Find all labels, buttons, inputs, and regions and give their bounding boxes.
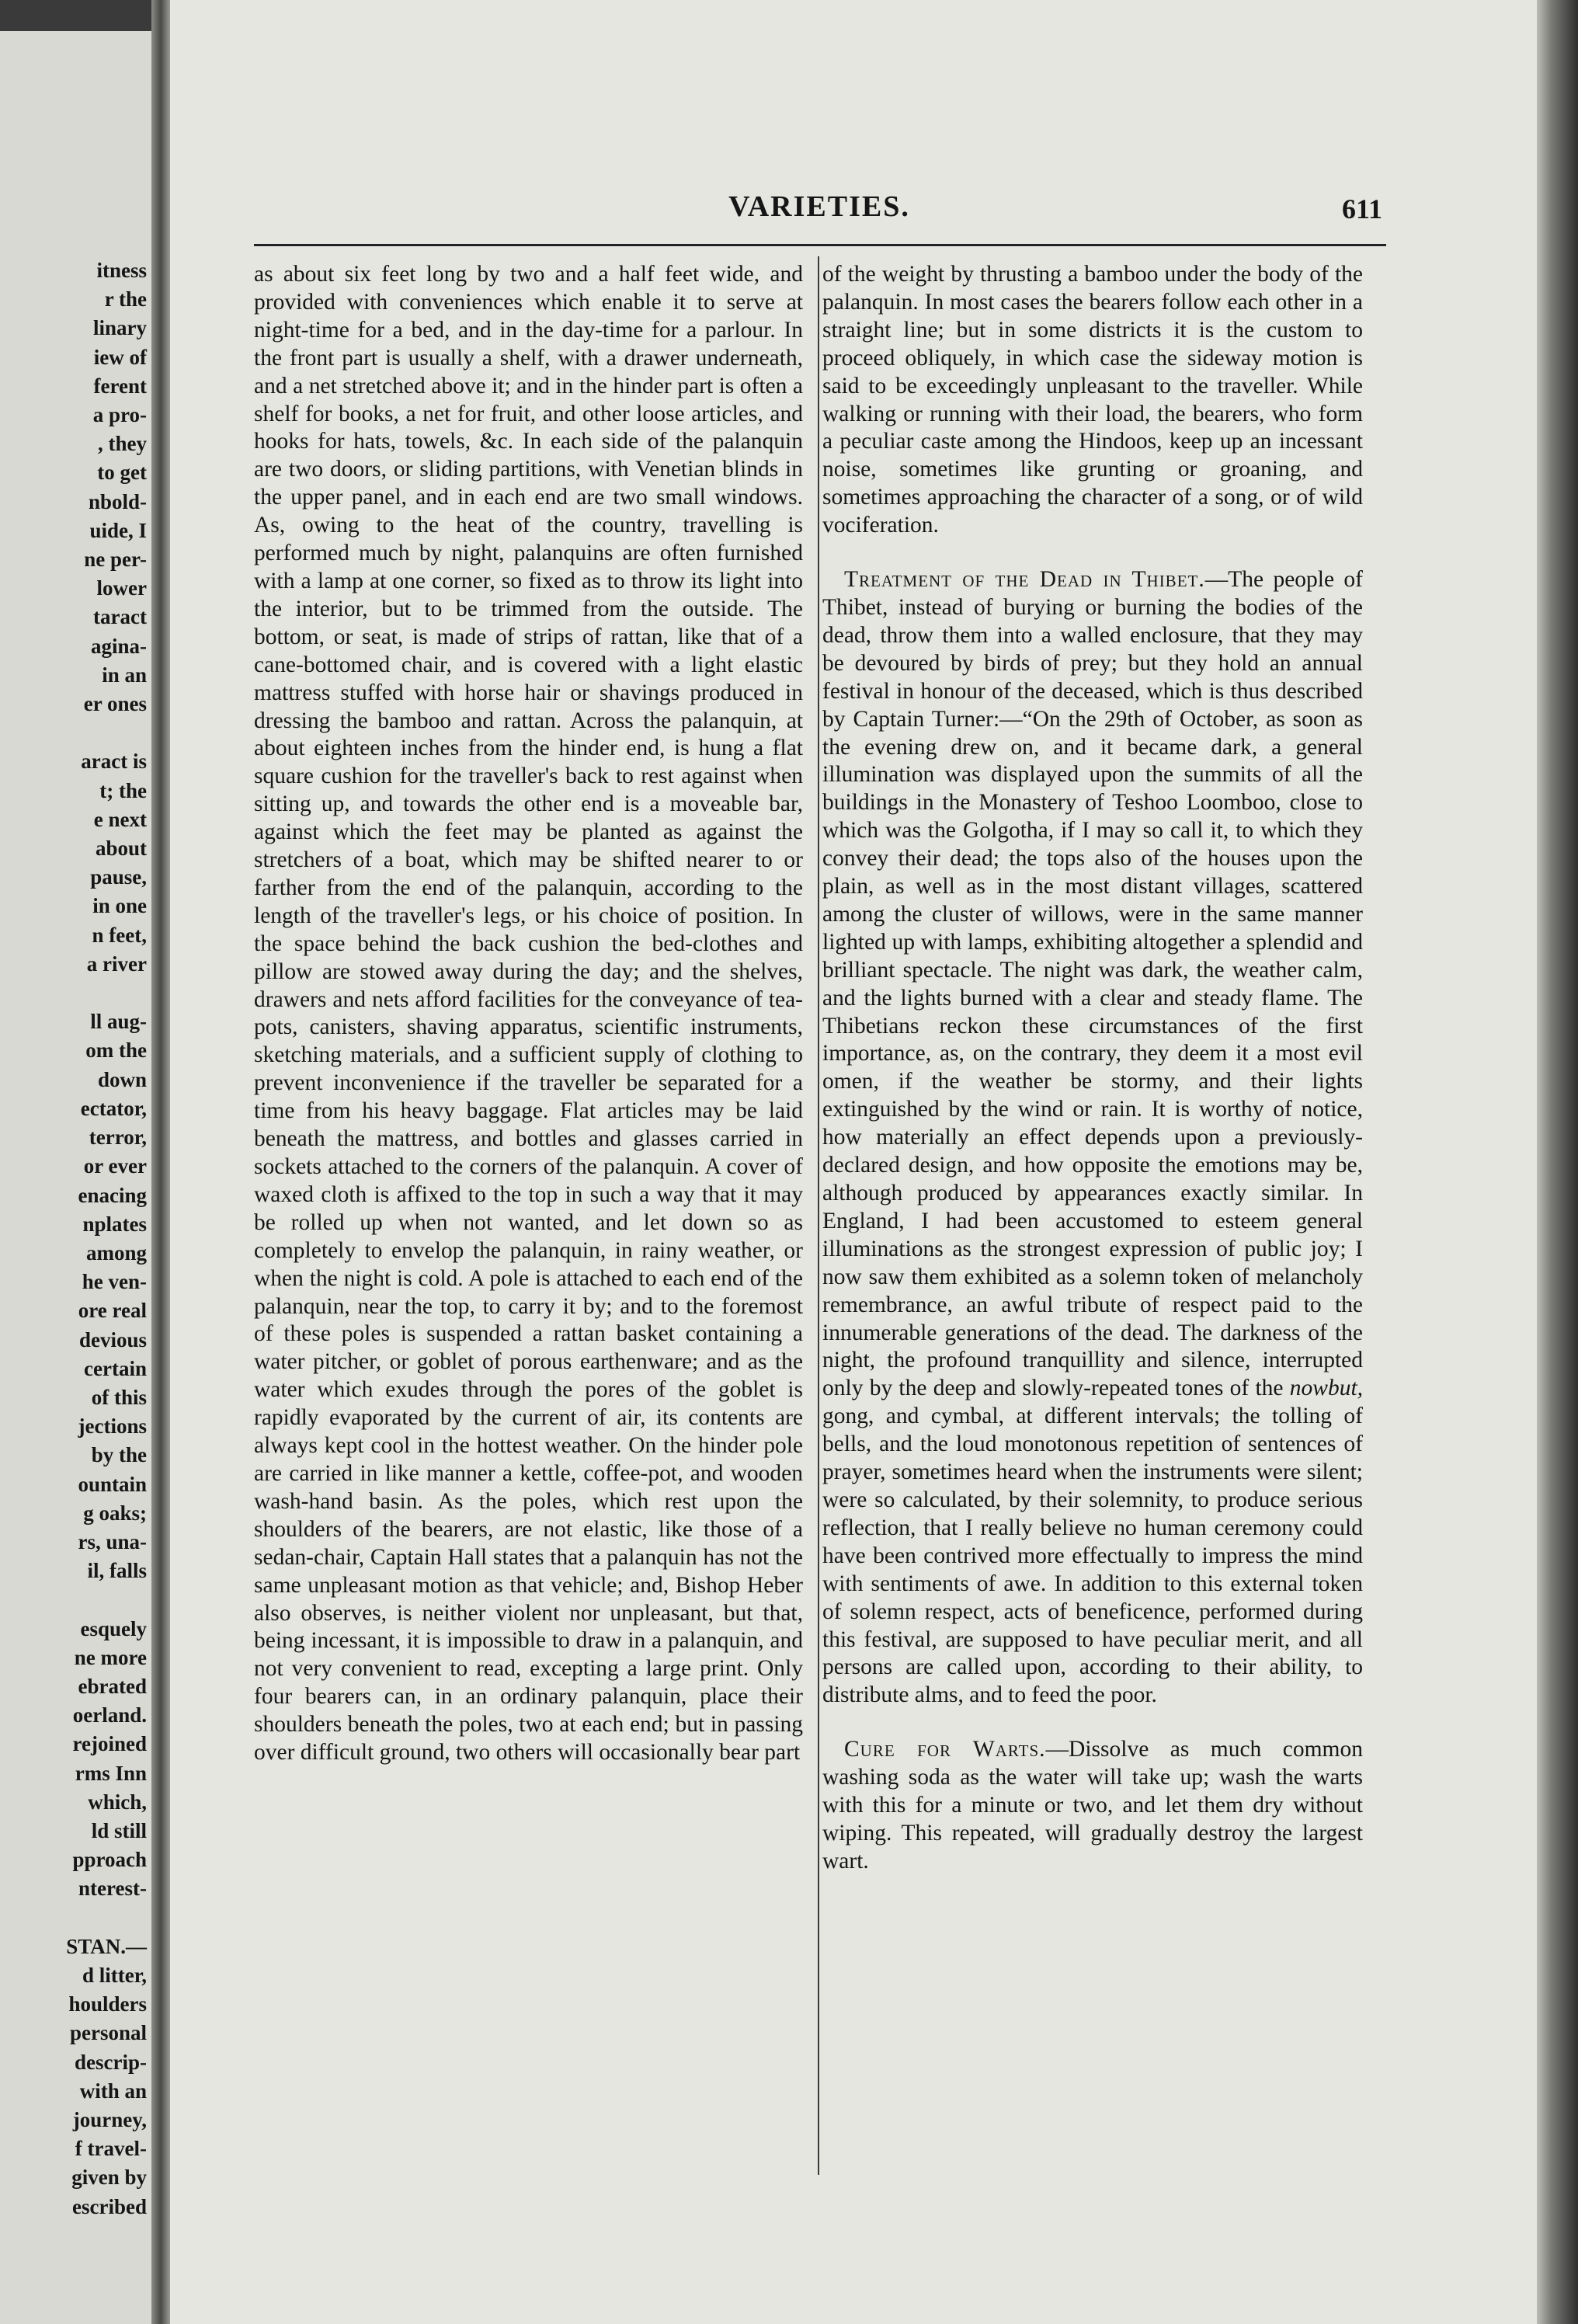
facing-page-line: devious <box>78 1327 147 1352</box>
facing-page-fragment <box>0 31 151 2324</box>
facing-page-line: r the <box>104 287 147 311</box>
facing-page-line: nbold- <box>88 489 147 513</box>
running-header <box>256 190 1382 233</box>
facing-page-line: by the <box>91 1443 147 1467</box>
facing-page-line: jections <box>78 1414 147 1439</box>
facing-page-line: journey, <box>72 2108 147 2131</box>
facing-page-line: given by <box>71 2166 147 2190</box>
facing-page-line: descrip- <box>75 2050 147 2074</box>
column-divider <box>818 256 819 2175</box>
facing-page-line: itness <box>96 259 147 282</box>
facing-page-line: om the <box>85 1038 147 1063</box>
facing-page-line: of this <box>91 1385 147 1409</box>
facing-page-line: ore real <box>78 1299 147 1323</box>
facing-page-line: in one <box>92 894 147 918</box>
facing-page-line: houlders <box>68 1992 147 2016</box>
facing-page-line <box>3 979 147 1007</box>
facing-page-line: ebrated <box>78 1674 147 1698</box>
facing-page-line: taract <box>93 605 147 629</box>
facing-page-line: linary <box>92 316 147 340</box>
facing-page-line: which, <box>88 1790 147 1814</box>
warts-heading: Cure for Warts. <box>844 1737 1046 1762</box>
facing-page-line: ld still <box>91 1818 147 1842</box>
facing-page-line: pproach <box>72 1848 147 1872</box>
facing-page-line: among <box>85 1240 147 1265</box>
facing-page-line: lower <box>96 576 147 600</box>
book-gutter <box>151 0 170 2324</box>
facing-page-line: , they <box>98 432 147 456</box>
facing-page-line <box>3 1585 147 1614</box>
facing-page-line: oerland. <box>72 1703 147 1727</box>
facing-page-line: er ones <box>83 692 147 716</box>
facing-page-line: nplates <box>82 1212 147 1236</box>
facing-page-line <box>3 1904 147 1933</box>
facing-page-line: iew of <box>93 345 147 369</box>
warts-section <box>822 1736 1363 1876</box>
facing-page-line: about <box>95 837 147 861</box>
facing-page-line: rms Inn <box>75 1761 147 1785</box>
right-column <box>822 261 1363 1876</box>
facing-page-line-endings <box>3 256 147 2218</box>
facing-page-line: he ven- <box>82 1270 147 1294</box>
facing-page-line: down <box>97 1067 147 1091</box>
facing-page-line: ountain <box>78 1472 147 1496</box>
facing-page-line: terror, <box>89 1125 147 1150</box>
facing-page-line: agina- <box>90 634 147 658</box>
facing-page-line: ferent <box>93 374 147 398</box>
facing-page-line: in an <box>102 663 147 687</box>
palanquin-paragraph: as about six feet long by two and a half feet wide, and provided with conveniences which enable it to serve at night-time for a bed, and in the day-time for a parlour. In the front part is usually a shelf, with a drawer underneath, and a net stretched above it; and in the hinder part is often a shelf for books, a net for fruit, and other loose articles, and hooks for hats, towels, &c. In each side of the palanquin are two doors, or sliding partitions, with Venetian blinds in the upper panel, and in each end are two small windows. As, owing to the heat of the country, travelling is performed much by night, palanquins are often furnished with a lamp at one corner, so fixed as to throw its light into the interior, but to be trimmed from the outside. The bottom, or seat, is made of strips of rattan, like that of a cane-bottomed chair, and is covered with a light elastic mattress stuffed with horse hair or shavings produced in dressing the bamboo and rattan. Across the palanquin, at about eighteen inches from the hinder end, is hung a flat square cushion for the traveller's back to rest against when sitting up, and towards the other end is a moveable bar, against which the feet may be planted as against the stretchers of a boat, which may be shifted nearer to or farther from the end of the palanquin, according to the length of the traveller's legs, or his choice of position. In the space behind the back cushion the bed-clothes and pillow are stowed away during the day; and the shelves, drawers and nets afford facilities for the conveyance of tea-pots, canisters, shaving apparatus, scientific instruments, sketching materials, and a sufficient supply of clothing to prevent inconvenience if the traveller be separated for a time from his heavy baggage. Flat articles may be laid beneath the mattress, and bottles and glasses carried in sockets attached to the corners of the palanquin. A cover of waxed cloth is affixed to the top in such a way that it may be rolled up when not wanted, and let down so as completely to envelop the palanquin, in rainy weather, or when the night is cold. A pole is attached to each end of the palanquin, near the top, to carry it by; and to the foremost of these poles is suspended a rattan basket containing a water pitcher, or goblet of porous earthenware; and as the water which exudes through the pores of the goblet is rapidly evaporated by the current of air, its contents are always kept cool in the hottest weather. On the hinder pole are carried in like manner a kettle, coffee-pot, and wooden wash-hand basin. As the poles, which rest upon the shoulders of the bearers, are not elastic, like those of a sedan-chair, Captain Hall states that a palanquin has not the same unpleasant motion as that vehicle; and, Bishop Heber also observes, is neither violent nor unpleasant, but that, being incessant, it is impossible to draw in a palanquin, and not very convenient to read, excepting a large print. Only four bearers can, in an ordinary palanquin, place their shoulders beneath the poles, two at each end; but in passing over difficult ground, two others will occasionally bear part <box>254 262 803 1766</box>
page-edge-shadow <box>1537 0 1578 2324</box>
facing-page-line: aract is <box>81 750 147 774</box>
left-column <box>254 261 803 1767</box>
facing-page-line: ll aug- <box>90 1010 147 1034</box>
facing-page-line: t; the <box>99 778 147 802</box>
facing-page-line: pause, <box>90 865 147 889</box>
facing-page-line: g oaks; <box>83 1501 147 1525</box>
thibet-heading: Treatment of the Dead in Thibet. <box>844 567 1205 593</box>
facing-page-line: enacing <box>78 1183 147 1207</box>
facing-page-line: nterest- <box>78 1877 147 1901</box>
page-number: 611 <box>1341 193 1382 224</box>
facing-page-line: f travel- <box>75 2137 147 2161</box>
palanquin-continuation: of the weight by thrusting a bamboo under the body of the palanquin. In most cases the bearers follow each other in a straight line; but in some districts it is the custom to proceed obliquely, in which case the sideway motion is said to be exceedingly unpleasant to the traveller. While walking or running with their load, the bearers, who form a peculiar caste among the Hindoos, keep up an incessant noise, sometimes like grunting or groaning, and sometimes approaching the character of a song, or of wild vociferation. <box>822 262 1363 538</box>
facing-page-line: ne more <box>74 1645 147 1669</box>
facing-page-line: ectator, <box>80 1096 147 1120</box>
thibet-italic-word: nowbut, <box>1289 1376 1364 1401</box>
facing-page-line: esquely <box>80 1616 147 1640</box>
facing-page-line: ne per- <box>84 548 147 572</box>
facing-page-line: STAN.— <box>66 1934 147 1958</box>
facing-page-line: e next <box>93 807 147 831</box>
facing-page-line: certain <box>84 1356 147 1380</box>
thibet-body: —The people of Thibet, instead of burying or burning the bodies of the dead, throw them into a walled enclosure, that they may be devoured by birds of prey; but they hold an annual festival in honour of the deceased, which is thus described by Captain Turner:—“On the 29th of October, as soon as the evening drew on, and it became dark, a general illumination was displayed upon the summits of all the buildings in the Monastery of Teshoo Loomboo, close to which was the Golgotha, if I may so call it, to which they convey their dead; the tops also of the houses upon the plain, as well as in the most distant villages, scattered among the cluster of willows, were in the same manner lighted up with lamps, exhibiting altogether a splendid and brilliant spectacle. The night was dark, the weather calm, and the lights burned with a clear and steady flame. The Thibetians reckon these circumstances of the first importance, as, on the contrary, they deem it a most evil omen, if the weather be stormy, and their lights extinguished by the wind or rain. It is worthy of notice, how materially an effect depends upon a previously-declared design, and how opposite the emotions may be, although produced by appearances exactly similar. In England, I had been accustomed to esteem general illuminations as the strongest expression of public joy; I now saw them exhibited as a solemn token of melancholy remembrance, an awful tribute of respect paid to the innumerable generations of the dead. The darkness of the night, the profound tranquillity and silence, interrupted only by the deep and slowly-repeated tones of the <box>822 567 1364 1401</box>
facing-page-line: or ever <box>83 1154 147 1178</box>
facing-page-line: uide, I <box>89 518 147 542</box>
facing-page-line: escribed <box>72 2194 147 2218</box>
facing-page-line: rs, una- <box>78 1529 147 1553</box>
facing-page-line: a pro- <box>92 403 147 427</box>
facing-page-line: to get <box>97 461 147 485</box>
facing-page-line <box>3 718 147 747</box>
facing-page-line: with an <box>79 2079 147 2103</box>
running-title: VARIETIES. <box>728 190 910 223</box>
facing-page-line: d litter, <box>82 1963 147 1987</box>
facing-page-line: rejoined <box>72 1732 147 1756</box>
facing-page-line: n feet, <box>92 923 147 947</box>
header-rule <box>254 244 1386 246</box>
facing-page-line: personal <box>69 2021 147 2045</box>
facing-page-line: a river <box>86 952 147 976</box>
warts-body: —Dissolve as much common washing soda as the water will take up; wash the warts with this for a minute or two, and let them dry without wiping. This repeated, will gradually destroy the largest wart. <box>822 1737 1363 1873</box>
thibet-body-end: gong, and cymbal, at different intervals; the tolling of bells, and the loud monotonous repetition of sentences of prayer, sometimes heard when the instruments were silent; were so calculated, by their solemnity, to produce serious reflection, that I really believe no human ceremony could have been contrived more effectually to impress the mind with sentiments of awe. In addition to this external token of solemn respect, acts of beneficence, performed during this festival, are supposed to have peculiar merit, and all persons are called upon, according to their ability, to distribute alms, and to feed the poor. <box>822 1404 1363 1708</box>
thibet-section <box>822 566 1363 1710</box>
facing-page-line: il, falls <box>87 1559 147 1583</box>
